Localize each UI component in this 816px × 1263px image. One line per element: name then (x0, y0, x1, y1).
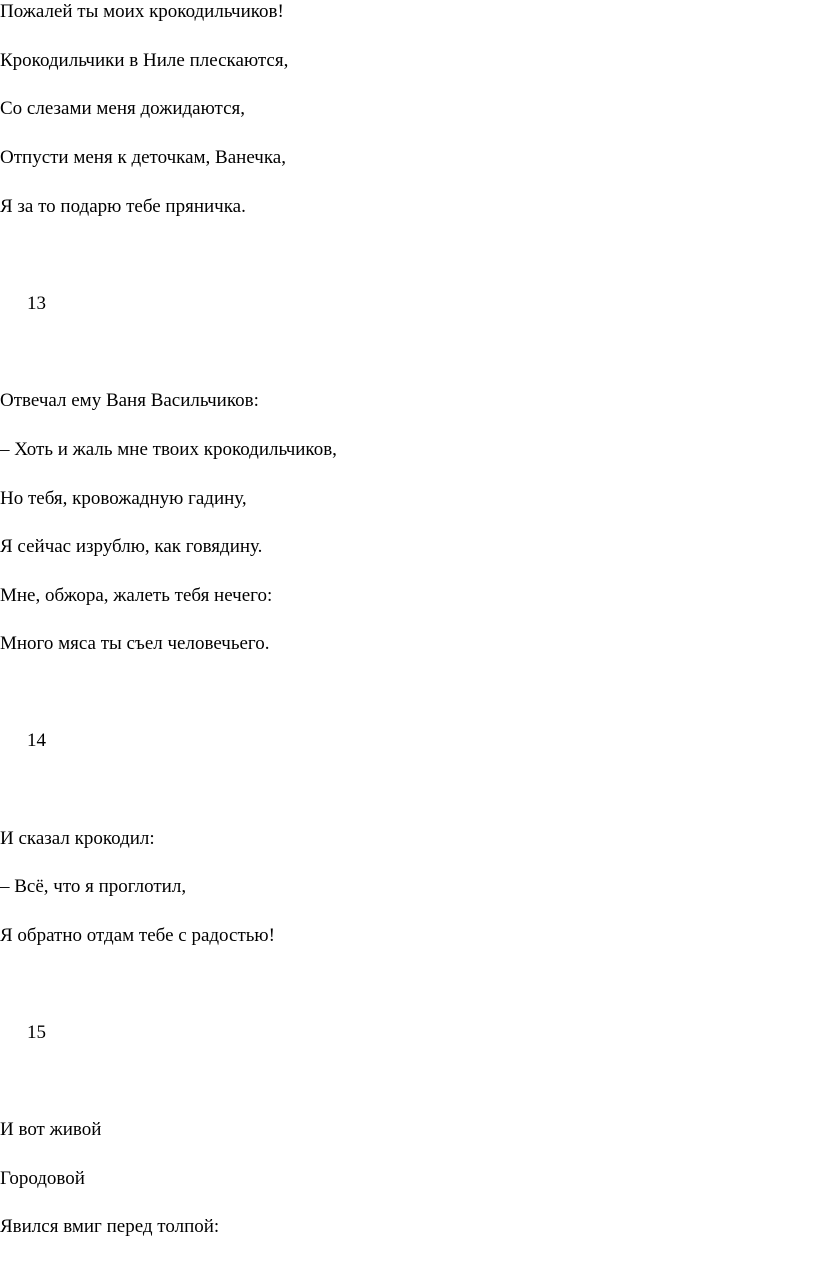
poem-line: Отвечал ему Ваня Васильчиков: (0, 390, 259, 411)
stanza-number: 14 (27, 730, 46, 751)
poem-line: – Всё, что я проглотил, (0, 876, 187, 897)
poem-line: Мне, обжора, жалеть тебя нечего: (0, 585, 273, 606)
poem-line: Много мяса ты съел человечьего. (0, 633, 270, 654)
poem-line: Я сейчас изрублю, как говядину. (0, 536, 263, 557)
poem-line: И вот живой (0, 1119, 102, 1140)
poem-line: Пожалей ты моих крокодильчиков! (0, 1, 284, 22)
stanza-number: 13 (27, 293, 46, 314)
poem-line: Явился вмиг перед толпой: (0, 1216, 220, 1237)
stanza-number: 15 (27, 1022, 46, 1043)
poem-line: Городовой (0, 1168, 85, 1189)
poem-line: Со слезами меня дожидаются, (0, 98, 245, 119)
poem-line: И сказал крокодил: (0, 828, 155, 849)
poem-line: Я за то подарю тебе пряничка. (0, 196, 246, 217)
poem-line: Но тебя, кровожадную гадину, (0, 488, 247, 509)
poem-line: Крокодильчики в Ниле плескаются, (0, 50, 289, 71)
poem-line: – Хоть и жаль мне твоих крокодильчиков, (0, 439, 337, 460)
poem-line: Отпусти меня к деточкам, Ванечка, (0, 147, 286, 168)
poem-line: Я обратно отдам тебе с радостью! (0, 925, 275, 946)
